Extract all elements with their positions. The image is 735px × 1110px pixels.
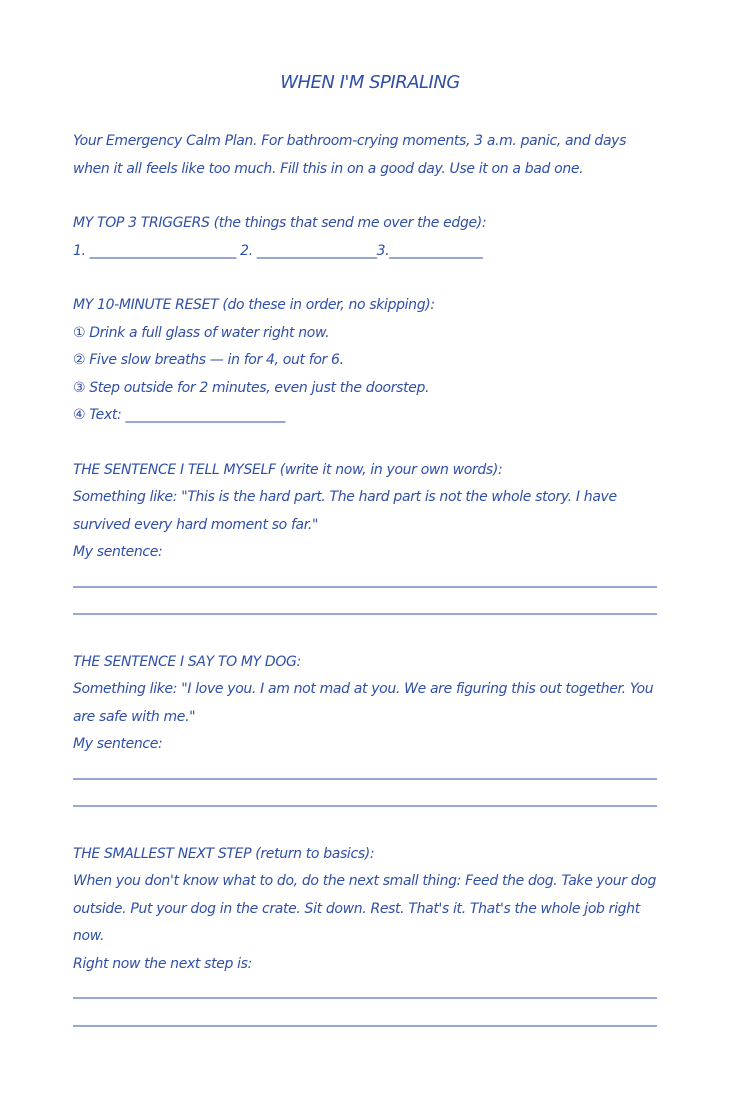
step-text[interactable]: Text: ________________________ bbox=[89, 407, 286, 423]
write-in-line[interactable] bbox=[73, 786, 657, 814]
dog-sentence-section bbox=[73, 649, 657, 814]
next-step-body: When you don't know what to do, do the next small thing: Feed the dog. Take your dog outside. Put your dog in the crate. Sit down. Rest. That's it. That's the whole job right now. bbox=[73, 873, 657, 944]
reset-step bbox=[73, 347, 657, 375]
self-sentence-heading: THE SENTENCE I TELL MYSELF (write it now, in your own words): bbox=[73, 461, 503, 478]
triggers-heading: MY TOP 3 TRIGGERS (the things that send me over the edge): bbox=[73, 215, 487, 231]
write-in-line[interactable] bbox=[73, 1006, 657, 1034]
self-sentence-example: Something like: "This is the hard part. The hard part is not the whole story. I have survived every hard moment so far." bbox=[73, 489, 617, 533]
reset-step bbox=[73, 320, 657, 348]
reset-section bbox=[73, 292, 657, 430]
triggers-fill-line[interactable]: 1. ______________________ 2. __________________3.______________ bbox=[73, 242, 483, 259]
write-in-line[interactable] bbox=[73, 594, 657, 622]
triggers-section bbox=[73, 210, 657, 265]
dog-sentence-heading: THE SENTENCE I SAY TO MY DOG: bbox=[73, 653, 301, 670]
self-sentence-prompt: My sentence: bbox=[73, 544, 163, 560]
reset-heading: MY 10-MINUTE RESET (do these in order, no skipping): bbox=[73, 297, 435, 313]
step-number: ① bbox=[73, 324, 86, 341]
step-number: ④ bbox=[73, 407, 86, 423]
page-title: WHEN I'M SPIRALING bbox=[280, 72, 460, 93]
dog-sentence-example: Something like: "I love you. I am not mad at you. We are figuring this out together. You are safe with me." bbox=[73, 681, 654, 725]
reset-step[interactable] bbox=[73, 402, 657, 430]
next-step-heading: THE SMALLEST NEXT STEP (return to basics): bbox=[73, 845, 375, 862]
next-step-section bbox=[73, 841, 657, 1034]
write-in-line[interactable] bbox=[73, 567, 657, 595]
next-step-prompt: Right now the next step is: bbox=[73, 955, 252, 972]
step-text: Step outside for 2 minutes, even just the doorstep. bbox=[89, 379, 430, 396]
step-text: Five slow breaths — in for 4, out for 6. bbox=[89, 352, 344, 368]
intro-paragraph: Your Emergency Calm Plan. For bathroom-crying moments, 3 a.m. panic, and days when it all feels like too much. Fill this in on a good day. Use it on a bad one. bbox=[73, 133, 627, 177]
self-sentence-section bbox=[73, 457, 657, 622]
step-number: ② bbox=[73, 352, 86, 368]
reset-step bbox=[73, 375, 657, 403]
step-text: Drink a full glass of water right now. bbox=[89, 324, 330, 341]
dog-sentence-prompt: My sentence: bbox=[73, 736, 163, 752]
write-in-line[interactable] bbox=[73, 978, 657, 1006]
write-in-line[interactable] bbox=[73, 759, 657, 787]
step-number: ③ bbox=[73, 379, 86, 396]
